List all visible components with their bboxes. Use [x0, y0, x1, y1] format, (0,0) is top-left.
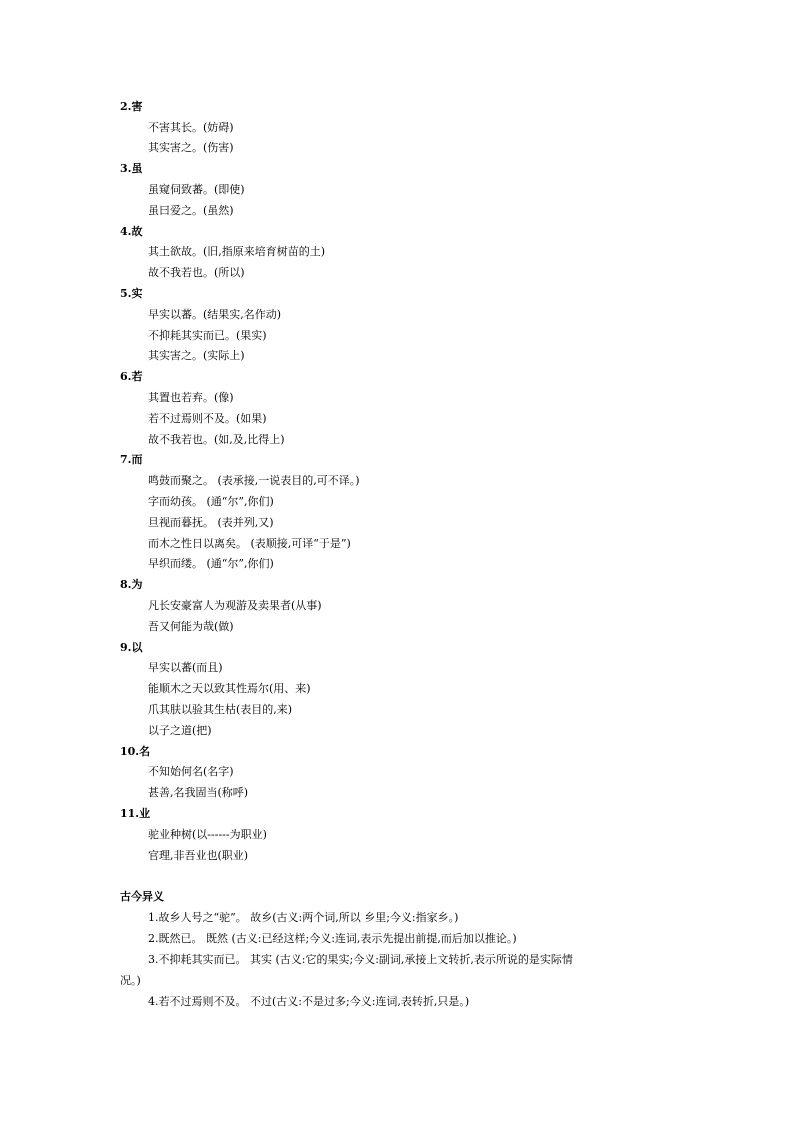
gujin-item: 3.不抑耗其实而已。 其实 (古义:它的果实;今义:副词,承接上文转折,表示所说的是实际情 — [148, 953, 573, 966]
example-line: 其置也若弃。(像) — [148, 391, 234, 404]
example-line: 其土欲故。(旧,指原来培育树苗的土) — [148, 245, 326, 258]
example-line: 虽曰爱之。(虽然) — [148, 204, 234, 217]
example-line: 官理,非吾业也(职业) — [148, 849, 249, 862]
example-line: 驼业种树(以------为职业) — [148, 828, 267, 841]
gujin-title: 古今异义 — [120, 890, 164, 903]
section-heading: 2.害 — [120, 100, 143, 113]
gujin-item: 1.故乡人号之“驼”。 故乡(古义:两个词,所以 乡里;今义:指家乡。) — [148, 911, 459, 924]
section-heading: 8.为 — [120, 578, 143, 591]
example-line: 不抑耗其实而已。(果实) — [148, 329, 267, 342]
gujin-item: 4.若不过焉则不及。 不过(古义:不是过多;今义:连词,表转折,只是。) — [148, 995, 470, 1008]
example-line: 爪其肤以验其生枯(表目的,来) — [148, 703, 293, 716]
example-line: 能顺木之天以致其性焉尔(用、来) — [148, 682, 311, 695]
example-line: 不害其长。(妨碍) — [148, 121, 234, 134]
example-line: 虽窥伺致蕃。(即使) — [148, 183, 245, 196]
section-heading: 7.而 — [120, 453, 143, 466]
example-line: 早实以蕃(而且) — [148, 661, 223, 674]
example-line: 甚善,名我固当(称呼) — [148, 786, 249, 799]
example-line: 故不我若也。(所以) — [148, 266, 245, 279]
section-heading: 5.实 — [120, 287, 143, 300]
example-line: 鸣鼓而聚之。 (表承接,一说表目的,可不译。) — [148, 474, 360, 487]
gujin-item: 2.既然已。 既然 (古义:已经这样;今义:连词,表示先提出前提,而后加以推论。) — [148, 932, 517, 945]
section-heading: 11.业 — [120, 807, 151, 820]
example-line: 若不过焉则不及。(如果) — [148, 412, 267, 425]
example-line: 以子之道(把) — [148, 724, 212, 737]
example-line: 其实害之。(实际上) — [148, 349, 245, 362]
section-heading: 6.若 — [120, 370, 143, 383]
gujin-item-continuation: 况。) — [120, 974, 141, 987]
example-line: 其实害之。(伤害) — [148, 141, 234, 154]
example-line: 旦视而暮抚。 (表并列,又) — [148, 516, 274, 529]
example-line: 早织而缕。 (通“尔”,你们) — [148, 557, 274, 570]
section-heading: 3.虽 — [120, 162, 143, 175]
section-heading: 10.名 — [120, 745, 151, 758]
example-line: 吾又何能为哉(做) — [148, 620, 234, 633]
example-line: 早实以蕃。(结果实,名作动) — [148, 308, 282, 321]
example-line: 不知始何名(名字) — [148, 765, 234, 778]
example-line: 故不我若也。(如,及,比得上) — [148, 433, 285, 446]
example-line: 而木之性日以离矣。 (表顺接,可译“于是”) — [148, 537, 351, 550]
section-heading: 4.故 — [120, 225, 143, 238]
example-line: 凡长安豪富人为观游及卖果者(从事) — [148, 599, 322, 612]
example-line: 字而幼孩。 (通“尔”,你们) — [148, 495, 274, 508]
section-heading: 9.以 — [120, 641, 143, 654]
